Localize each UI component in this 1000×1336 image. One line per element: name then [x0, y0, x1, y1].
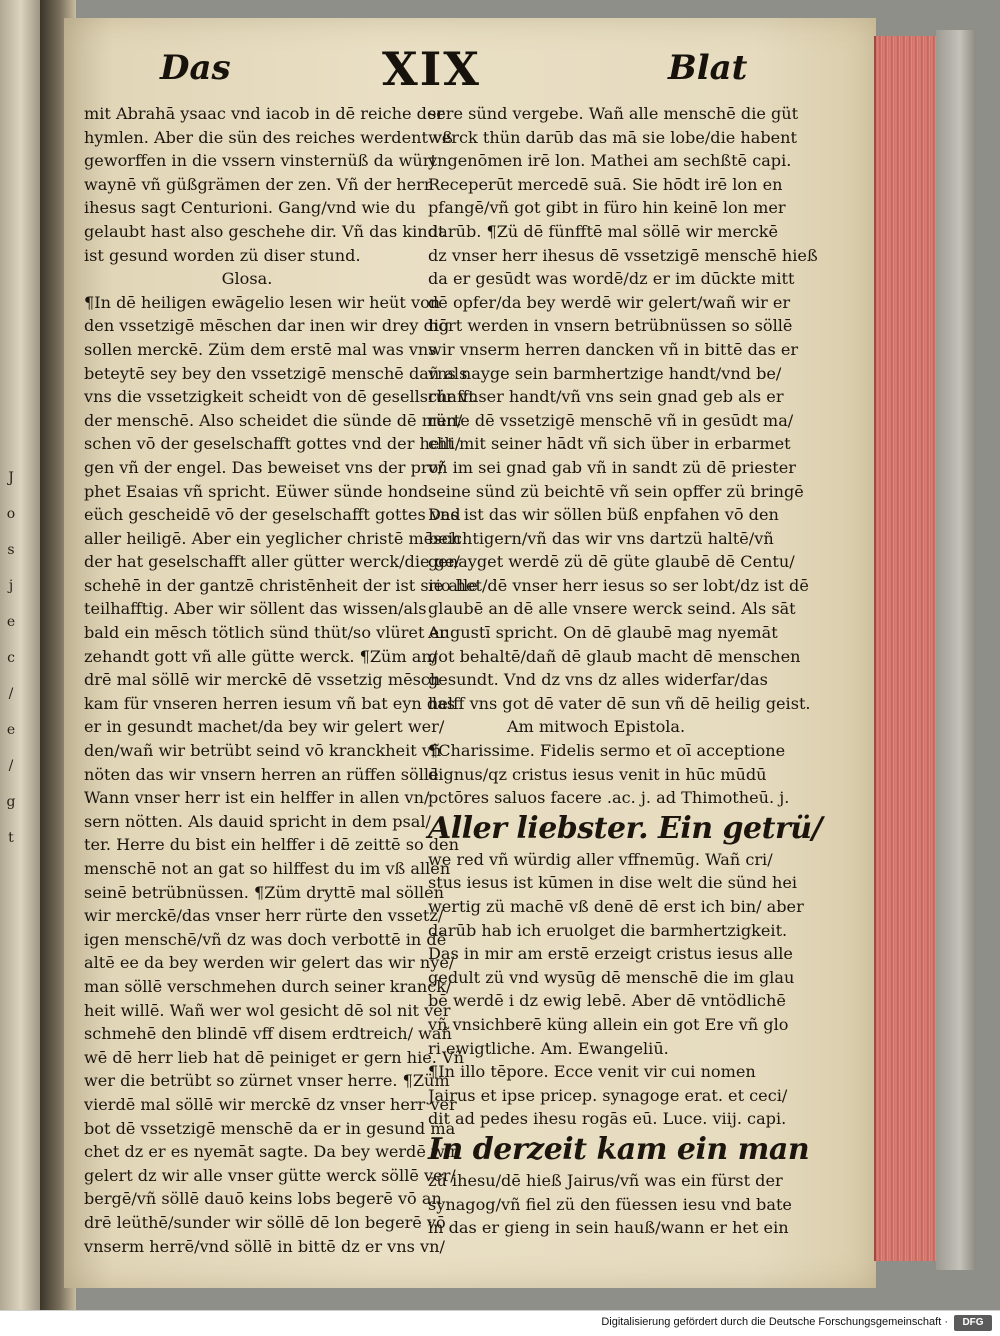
- text-line: beteytē sey bey den vssetzigē menschē dañ als: [84, 363, 468, 383]
- text-line: dz vnser herr ihesus dē vssetzigē menschē hieß: [428, 245, 818, 265]
- text-line: vñ vnsichberē küng allein ein got Ere vñ glo: [428, 1014, 789, 1034]
- text-line: stus iesus ist kūmen in dise welt die sünd hei: [428, 873, 798, 893]
- text-line: aller heiligē. Aber ein yeglicher christē mēsch: [84, 528, 461, 548]
- text-line: gelaubt hast also geschehe dir. Vñ das kindt: [84, 221, 445, 241]
- text-line: eüch gescheidē vō der geselschafft gottes vnd: [84, 505, 461, 525]
- right-text-column: [428, 102, 823, 1240]
- text-line: Am mitwoch Epistola.: [506, 717, 686, 737]
- text-line: ri ewigtliche. Am. Ewangeliū.: [428, 1038, 669, 1058]
- text-line: pctōres saluos facere .ac. j. ad Thimotheū. j.: [428, 788, 790, 808]
- text-line: wer die betrübt so zürnet vnser herre. ¶Züm: [84, 1071, 450, 1091]
- footer-bar: [0, 1310, 1000, 1336]
- text-line: ¶Charissime. Fidelis sermo et oī acceptione: [428, 741, 786, 761]
- text-line: vns nayge sein barmhertzige handt/vnd be/: [428, 363, 782, 383]
- text-line: Jairus et ipse pricep. synagoge erat. et ceci/: [428, 1085, 788, 1105]
- text-line: den/wañ wir betrübt seind vō kranckheit vñ: [84, 741, 442, 761]
- margin-mark: c: [7, 650, 15, 666]
- text-line: Augustī spricht. On dē glaubē mag nyemāt: [428, 623, 778, 643]
- text-line: chet dz er es nyemāt sagte. Da bey werdē wir: [84, 1142, 458, 1162]
- text-line: Das in mir am erstē erzeigt cristus iesus alle: [428, 944, 793, 964]
- text-line: Das ist das wir söllen büß enpfahen vō den: [428, 505, 779, 525]
- text-line: der menschē. Also scheidet die sünde dē men/: [84, 410, 463, 430]
- text-line: gelert dz wir alle vnser gütte werck söllē ver/: [84, 1165, 456, 1185]
- text-line: hymlen. Aber die sün des reiches werdent vß: [84, 127, 453, 147]
- text-line: beichtigern/vñ das wir vns dartzü haltē/vñ: [428, 528, 774, 548]
- text-line: genayget werdē zü dē güte glaubē dē Centu/: [428, 552, 795, 572]
- text-line: ihesus sagt Centurioni. Gang/vnd wie du: [84, 198, 416, 218]
- text-line: sere sünd vergebe. Wañ alle menschē die güt: [428, 104, 799, 123]
- text-line: schehē in der gantzē christēnheit der ist sie alle: [84, 575, 478, 595]
- text-line: menschē not an gat so hilffest du im vß allen: [84, 859, 451, 878]
- text-line: helff vns got dē vater dē sun vñ dē heilig geist.: [428, 693, 811, 713]
- text-line: bot dē vssetzigē menschē da er in gesund ma: [84, 1118, 456, 1138]
- margin-mark: t: [8, 830, 14, 846]
- margin-mark: j: [8, 578, 14, 594]
- text-line: hōrt werden in vnsern betrübnüssen so söllē: [428, 316, 793, 336]
- text-line: ¶In illo tēpore. Ecce venit vir cui nomen: [428, 1062, 756, 1082]
- text-line: yngenōmen irē lon. Mathei am sechßtē capi.: [428, 151, 792, 171]
- text-line: seinē betrübnüssen. ¶Züm dryttē mal söllen: [84, 882, 445, 902]
- text-line: phet Esaias vñ spricht. Eüwer sünde hond: [84, 481, 429, 501]
- left-text-column: [84, 102, 478, 1258]
- text-line: nöten das wir vnsern herren an rüffen söllē: [84, 764, 439, 784]
- text-line: dit ad pedes ihesu rogās eū. Luce. viij. capi.: [428, 1109, 787, 1129]
- margin-mark: e: [6, 614, 16, 630]
- text-line: drē mal söllē wir merckē dē vssetzig mēsch: [84, 670, 441, 690]
- red-fore-edge: [874, 36, 938, 1261]
- folio-number: XIX: [382, 42, 481, 96]
- text-line: dignus/qz cristus iesus venit in hūc mūdū: [428, 764, 767, 784]
- text-line: bald ein mēsch tötlich sünd thüt/so vlüret er: [84, 623, 447, 643]
- text-line: wir merckē/das vnser herr rürte den vssetz/: [84, 906, 444, 926]
- margin-mark: e: [6, 722, 16, 738]
- text-line: igen menschē/vñ dz was doch verbottē in dē: [84, 929, 447, 949]
- text-line: synagog/vñ fiel zü den füessen iesu vnd bate: [428, 1194, 792, 1214]
- text-line: vñ im sei gnad gab vñ in sandt zü dē priester: [428, 457, 796, 477]
- running-head-right: Blat: [668, 48, 748, 88]
- text-line: ter. Herre du bist ein helffer i dē zeittē so den: [84, 835, 459, 855]
- cover-board: [936, 30, 976, 1270]
- text-line: gen vñ der engel. Das beweiset vns der pro/: [84, 457, 444, 477]
- text-line: rio het/dē vnser herr iesus so ser lobt/dz ist dē: [428, 575, 809, 595]
- text-line: vnserm herrē/vnd söllē in bittē dz er vns vn/: [84, 1236, 445, 1256]
- funding-credit: Digitalisierung gefördert durch die Deutsche Forschungsgemeinschaft ·: [601, 1316, 948, 1328]
- margin-mark: /: [8, 758, 14, 774]
- text-line: heit willē. Wañ wer wol gesicht dē sol nit ver: [84, 1000, 451, 1020]
- running-head-left: Das: [160, 48, 231, 88]
- margin-mark: o: [6, 506, 16, 522]
- text-line: drē leüthē/sunder wir söllē dē lon begerē vō: [84, 1212, 446, 1232]
- text-line: Wann vnser herr ist ein helffer in allen vn/: [84, 788, 430, 808]
- margin-mark: s: [7, 542, 15, 558]
- text-line: dē opfer/da bey werdē wir gelert/wañ wir er: [428, 292, 791, 312]
- text-line: sern nötten. Als dauid spricht in dem psal/: [84, 811, 431, 831]
- text-line: pfangē/vñ got gibt in füro hin keinē lon mer: [428, 198, 786, 218]
- text-line: rür vnser handt/vñ vns sein gnad geb als er: [428, 387, 784, 407]
- text-line: wir vnserm herren dancken vñ in bittē das er: [428, 339, 799, 359]
- margin-mark: g: [6, 794, 16, 810]
- text-line: cht mit seiner hādt vñ sich über in erbarmet: [428, 434, 791, 454]
- section-heading-line: In derzeit kam ein man: [428, 1131, 810, 1167]
- dfg-logo: DFG: [954, 1315, 992, 1331]
- text-line: ¶In dē heiligen ewāgelio lesen wir heüt von: [84, 292, 441, 312]
- margin-mark: J: [8, 470, 14, 486]
- text-line: zü ihesu/dē hieß Jairus/vñ was ein fürst der: [428, 1170, 783, 1190]
- text-line: ist gesund worden zü diser stund.: [84, 245, 361, 265]
- text-line: in das er gieng in sein hauß/wann er het ein: [428, 1218, 789, 1238]
- text-line: zehandt gott vñ alle gütte werck. ¶Züm an/: [84, 646, 438, 666]
- text-line: mit Abrahā ysaac vnd iacob in dē reiche der: [84, 104, 445, 123]
- margin-marks: [2, 460, 20, 856]
- text-line: gesundt. Vnd dz vns dz alles widerfar/das: [428, 670, 768, 690]
- text-line: waynē vñ güßgrämen der zen. Vñ der herr: [84, 174, 432, 194]
- text-line: altē ee da bey werden wir gelert das wir nye/: [84, 953, 455, 973]
- margin-mark: /: [8, 686, 14, 702]
- text-line: wertig zü machē vß denē dē erst ich bin/ aber: [428, 897, 804, 916]
- text-line: bergē/vñ söllē dauō keins lobs begerē vō an: [84, 1189, 442, 1209]
- text-line: kam für vnseren herren iesum vñ bat eyn das: [84, 693, 456, 713]
- text-line: bē werdē i dz ewig lebē. Aber dē vntödlichē: [428, 991, 786, 1011]
- text-line: sollen merckē. Züm dem erstē mal was vns: [84, 339, 437, 359]
- text-line: man söllē verschmehen durch seiner kranck/: [84, 976, 452, 996]
- text-line: den vssetzigē mēschen dar inen wir drey dig: [84, 316, 450, 336]
- text-line: schen vō der geselschafft gottes vnd der heili/: [84, 434, 461, 454]
- text-line: der hat geselschafft aller gütter werck/die ge/: [84, 552, 460, 572]
- text-line: vns die vssetzigkeit scheidt von dē gesellschafft: [84, 387, 475, 407]
- text-line: rürte dē vssetzigē menschē vñ in gesūdt ma/: [428, 410, 794, 430]
- text-line: schmehē den blindē vff disem erdtreich/ wañ: [84, 1024, 452, 1044]
- text-line: darūb hab ich eruolget die barmhertzigkeit.: [428, 920, 788, 940]
- text-line: Receperūt mercedē suā. Sie hōdt irē lon en: [428, 174, 783, 194]
- text-line: Glosa.: [221, 269, 273, 289]
- text-line: we red vñ würdig aller vffnemūg. Wañ cri/: [428, 849, 773, 869]
- section-heading-line: Aller liebster. Ein getrü/: [428, 810, 823, 846]
- text-line: da er gesūdt was wordē/dz er im dūckte mitt: [428, 269, 795, 289]
- text-line: wē dē herr lieb hat dē peiniget er gern hie. Vñ: [84, 1047, 464, 1067]
- text-line: teilhafftig. Aber wir söllent das wissen/als: [84, 599, 427, 619]
- text-line: seine sünd zü beichtē vñ sein opffer zü bringē: [428, 481, 804, 501]
- text-line: geworffen in die vssern vinsternüß da würt: [84, 151, 437, 171]
- text-line: darūb. ¶Zü dē fünfftē mal söllē wir merckē: [428, 221, 779, 241]
- text-line: werck thün darūb das mā sie lobe/die habent: [428, 127, 798, 147]
- text-line: vierdē mal söllē wir merckē dz vnser herr ver: [84, 1094, 457, 1114]
- text-line: gedult zü vnd wysūg dē menschē die im glau: [428, 967, 795, 987]
- text-line: glaubē an dē alle vnsere werck seind. Als sāt: [428, 599, 796, 619]
- text-line: got behaltē/dañ dē glaub macht dē menschen: [428, 646, 801, 666]
- text-line: er in gesundt machet/da bey wir gelert wer/: [84, 717, 445, 737]
